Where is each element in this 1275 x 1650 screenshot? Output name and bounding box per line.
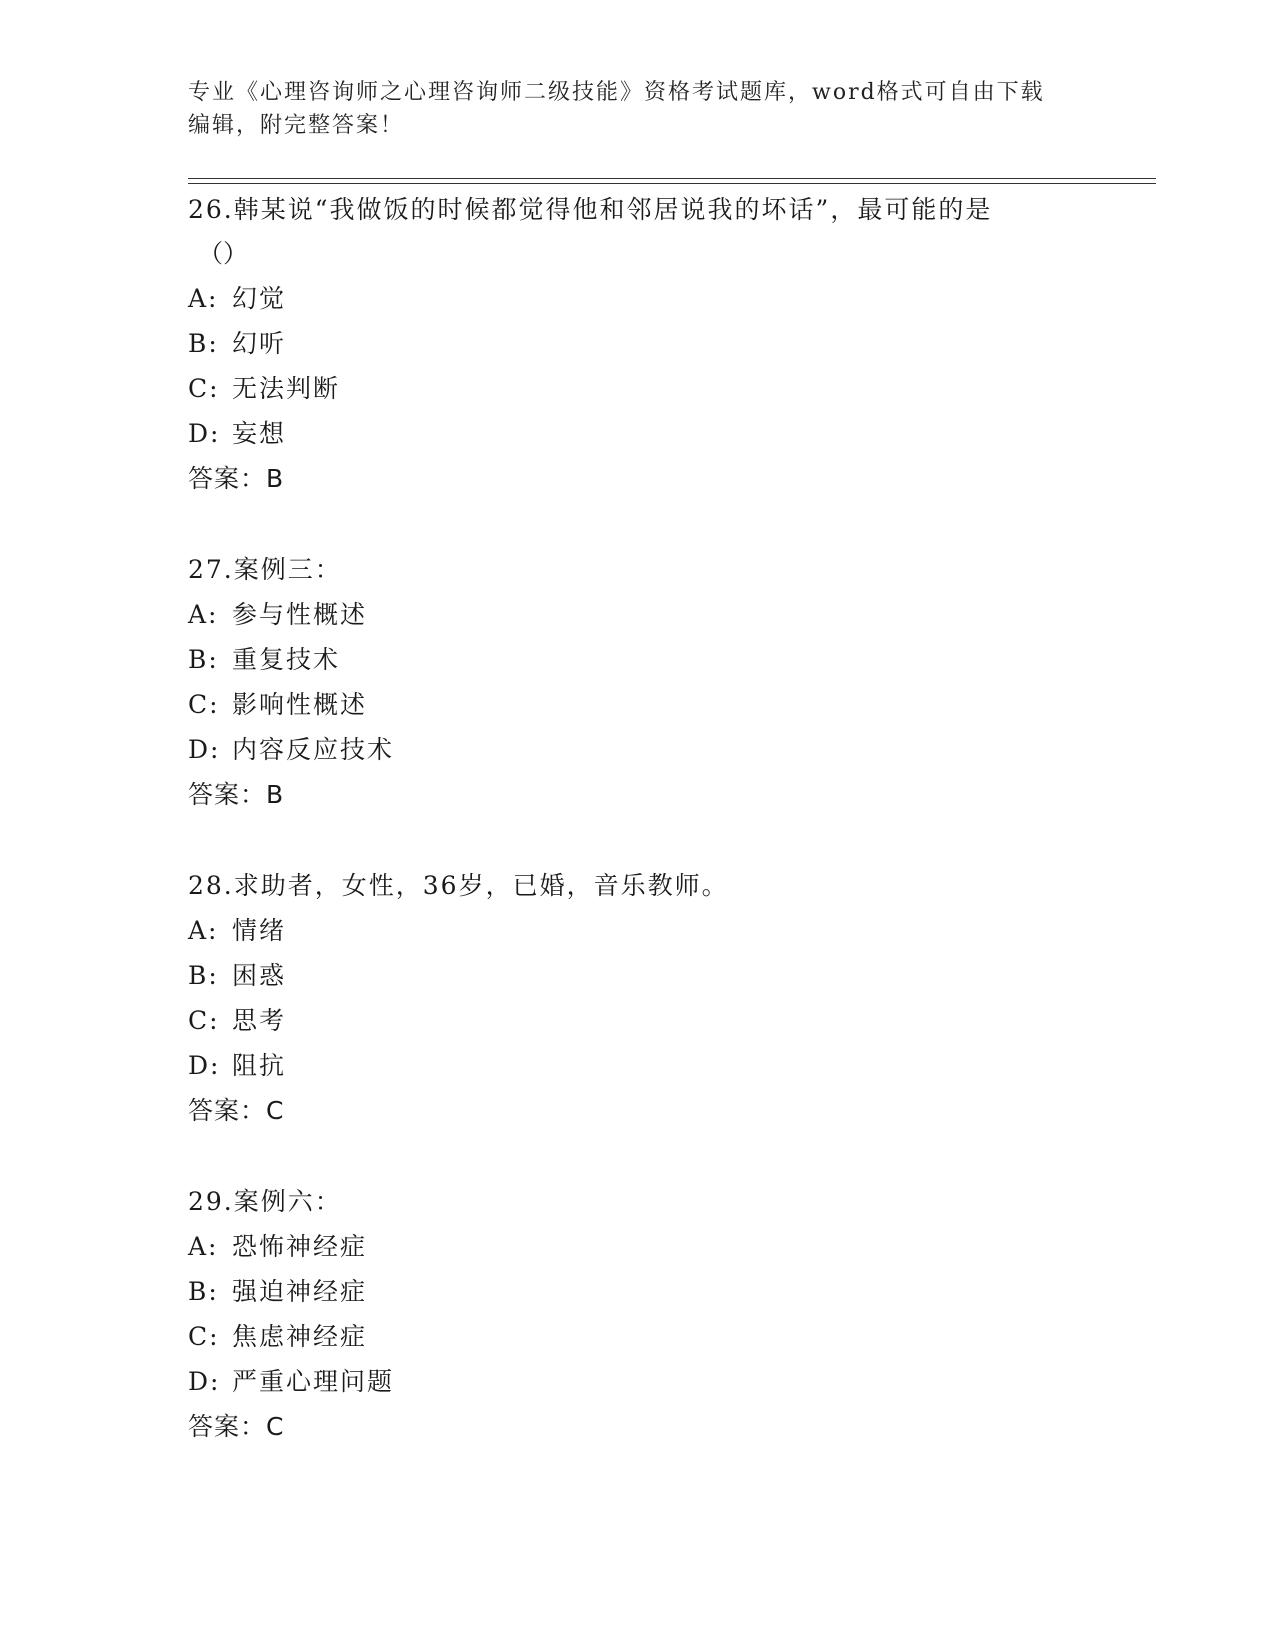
option-letter: D: [188, 1367, 221, 1396]
header-divider-bottom [188, 183, 1156, 184]
question-stem-continuation: （） [198, 239, 249, 268]
option-letter: D: [188, 1051, 221, 1080]
option-letter: D: [188, 735, 221, 764]
option-text: 参与性概述 [232, 600, 368, 629]
option-d [188, 411, 1088, 456]
answer-line: 答案：B [188, 464, 285, 493]
option-c [188, 366, 1088, 411]
option-text: 内容反应技术 [232, 735, 395, 764]
option-letter: C: [188, 1006, 220, 1035]
option-text: 妄想 [232, 419, 287, 448]
option-a [188, 908, 1088, 953]
option-a [188, 592, 1088, 637]
option-text: 影响性概述 [232, 690, 368, 719]
question-stem: 27.案例三： [188, 555, 342, 584]
option-letter: B: [188, 961, 219, 990]
option-text: 幻觉 [232, 284, 287, 313]
option-b [188, 321, 1088, 366]
option-letter: A: [188, 284, 219, 313]
option-c [188, 1314, 1088, 1359]
answer-line: 答案：C [188, 1096, 285, 1125]
option-text: 焦虑神经症 [232, 1322, 368, 1351]
question-stem: 29.案例六： [188, 1187, 342, 1216]
option-d [188, 1359, 1088, 1404]
option-text: 强迫神经症 [232, 1277, 368, 1306]
question-stem: 28.求助者，女性，36岁，已婚，音乐教师。 [188, 871, 729, 900]
option-text: 严重心理问题 [232, 1367, 395, 1396]
header-divider-top [188, 178, 1156, 179]
question-29 [188, 1180, 1088, 1450]
option-text: 重复技术 [232, 645, 341, 674]
option-d [188, 727, 1088, 772]
option-letter: C: [188, 1322, 220, 1351]
question-27 [188, 548, 1088, 818]
option-text: 阻抗 [232, 1051, 287, 1080]
option-text: 思考 [232, 1006, 287, 1035]
option-text: 困惑 [232, 961, 287, 990]
option-letter: A: [188, 1232, 219, 1261]
option-letter: D: [188, 419, 221, 448]
option-a [188, 276, 1088, 321]
option-b [188, 953, 1088, 998]
option-letter: B: [188, 1277, 219, 1306]
option-b [188, 637, 1088, 682]
option-b [188, 1269, 1088, 1314]
option-c [188, 998, 1088, 1043]
option-letter: C: [188, 690, 220, 719]
option-text: 无法判断 [232, 374, 341, 403]
option-text: 恐怖神经症 [232, 1232, 368, 1261]
option-letter: A: [188, 916, 219, 945]
answer-line: 答案：C [188, 1412, 285, 1441]
document-header [188, 76, 1088, 142]
answer-line: 答案：B [188, 780, 285, 809]
option-letter: C: [188, 374, 220, 403]
option-text: 幻听 [232, 329, 287, 358]
option-c [188, 682, 1088, 727]
option-d [188, 1043, 1088, 1088]
option-a [188, 1224, 1088, 1269]
option-letter: A: [188, 600, 219, 629]
question-stem: 26.韩某说“我做饭的时候都觉得他和邻居说我的坏话”，最可能的是 [188, 195, 993, 224]
option-letter: B: [188, 329, 219, 358]
header-line-1: 专业《心理咨询师之心理咨询师二级技能》资格考试题库，word格式可自由下载 [188, 80, 1045, 105]
option-letter: B: [188, 645, 219, 674]
option-text: 情绪 [232, 916, 287, 945]
question-28 [188, 864, 1088, 1134]
header-line-2: 编辑，附完整答案！ [188, 113, 405, 138]
question-26 [188, 188, 1088, 502]
